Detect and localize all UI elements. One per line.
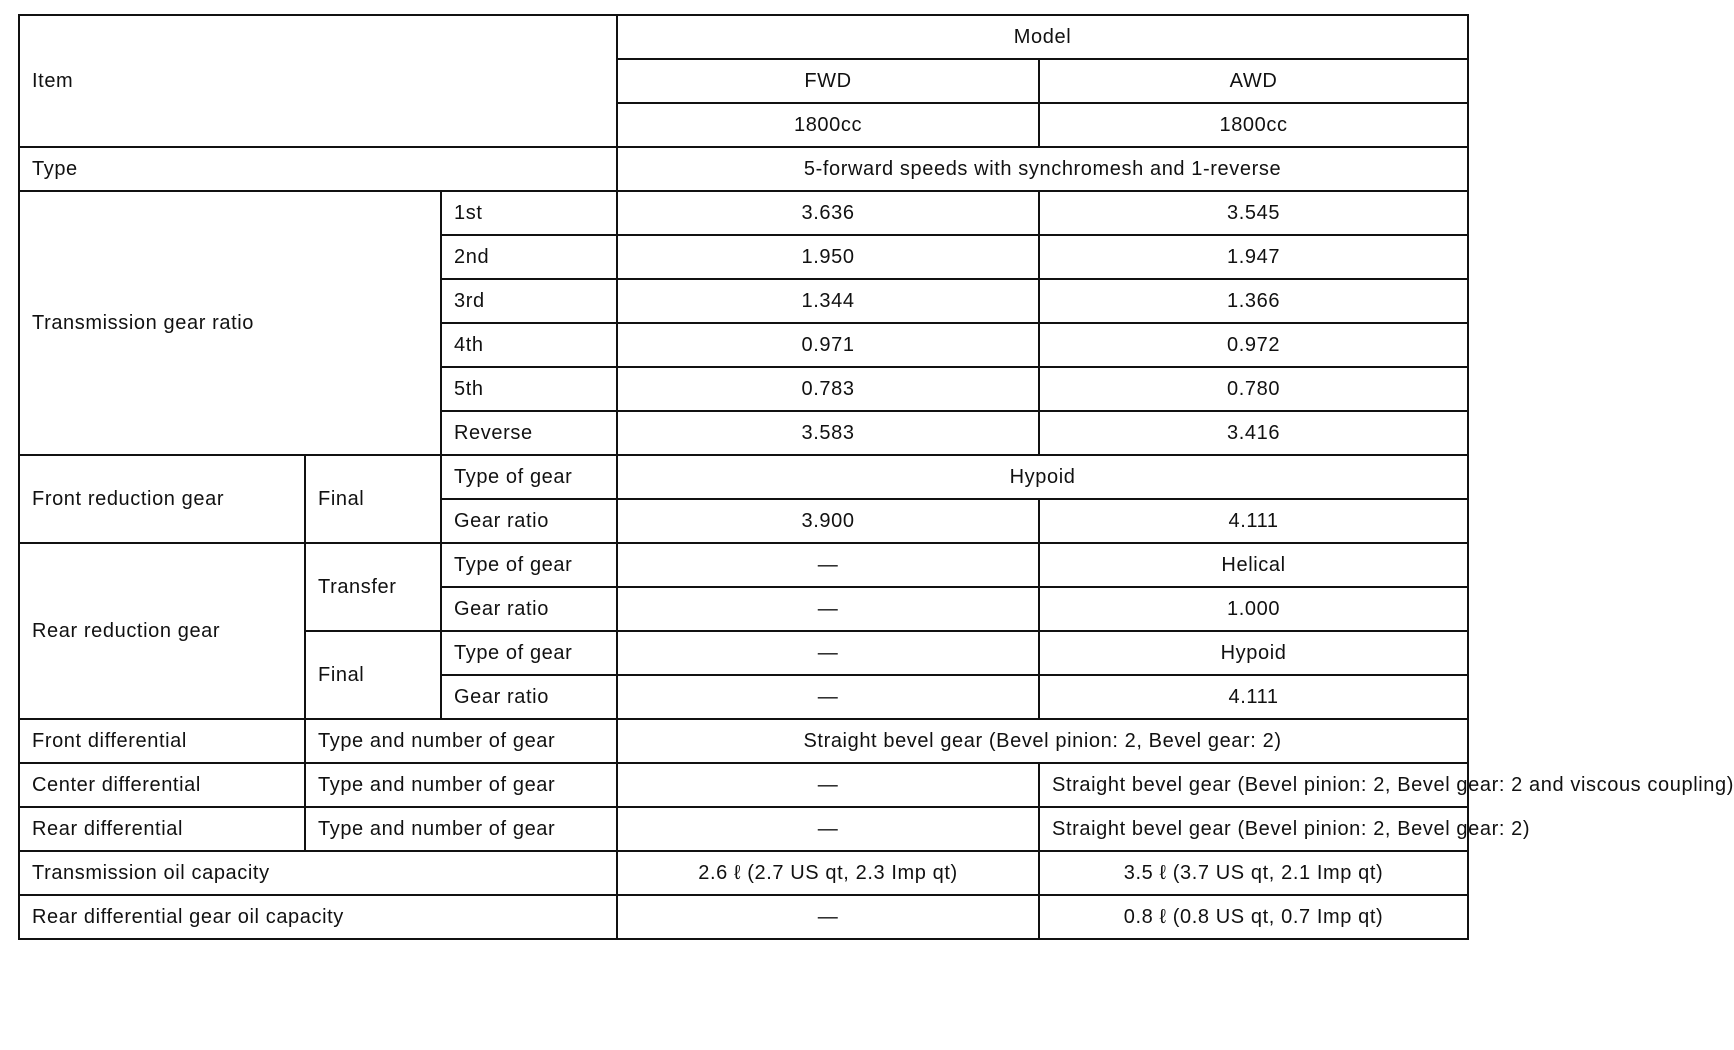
gear-name: 3rd: [441, 279, 617, 323]
rear-final-type-label: Type of gear: [441, 631, 617, 675]
gear-awd-value: 1.947: [1039, 235, 1468, 279]
front-reduction-type-label: Type of gear: [441, 455, 617, 499]
rear-differential-awd: Straight bevel gear (Bevel pinion: 2, Bevel gear: 2): [1039, 807, 1468, 851]
type-label: Type: [19, 147, 617, 191]
rear-final-type-awd: Hypoid: [1039, 631, 1468, 675]
rear-transfer-type-fwd: —: [617, 543, 1039, 587]
gear-ratio-label: Transmission gear ratio: [19, 191, 441, 455]
transmission-oil-fwd: 2.6 ℓ (2.7 US qt, 2.3 Imp qt): [617, 851, 1039, 895]
rear-final-ratio-awd: 4.111: [1039, 675, 1468, 719]
front-reduction-type-value: Hypoid: [617, 455, 1468, 499]
front-reduction-final: Final: [305, 455, 441, 543]
rear-transfer-ratio-label: Gear ratio: [441, 587, 617, 631]
gear-fwd-value: 3.636: [617, 191, 1039, 235]
front-reduction-ratio-awd: 4.111: [1039, 499, 1468, 543]
front-differential-label: Front differential: [19, 719, 305, 763]
rear-final-ratio-fwd: —: [617, 675, 1039, 719]
rear-transfer-type-row: [19, 543, 1468, 587]
rear-final-type-fwd: —: [617, 631, 1039, 675]
center-differential-label: Center differential: [19, 763, 305, 807]
rear-transfer-ratio-awd: 1.000: [1039, 587, 1468, 631]
header-fwd: FWD: [617, 59, 1039, 103]
header-row-model: [19, 15, 1468, 59]
rear-differential-fwd: —: [617, 807, 1039, 851]
rear-differential-row: [19, 807, 1468, 851]
gear-awd-value: 0.972: [1039, 323, 1468, 367]
gear-fwd-value: 0.971: [617, 323, 1039, 367]
center-differential-fwd: —: [617, 763, 1039, 807]
gear-name: 2nd: [441, 235, 617, 279]
rear-differential-label: Rear differential: [19, 807, 305, 851]
center-differential-awd: Straight bevel gear (Bevel pinion: 2, Bevel gear: 2 and viscous coupling): [1039, 763, 1468, 807]
gear-awd-value: 1.366: [1039, 279, 1468, 323]
gear-name: 5th: [441, 367, 617, 411]
transmission-oil-awd: 3.5 ℓ (3.7 US qt, 2.1 Imp qt): [1039, 851, 1468, 895]
transmission-oil-label: Transmission oil capacity: [19, 851, 617, 895]
gear-fwd-value: 1.344: [617, 279, 1039, 323]
rear-diff-oil-row: [19, 895, 1468, 939]
front-differential-row: [19, 719, 1468, 763]
rear-diff-oil-fwd: —: [617, 895, 1039, 939]
rear-transfer-ratio-fwd: —: [617, 587, 1039, 631]
gear-awd-value: 0.780: [1039, 367, 1468, 411]
rear-final-label: Final: [305, 631, 441, 719]
center-differential-row: [19, 763, 1468, 807]
front-reduction-type-row: [19, 455, 1468, 499]
gear-name: 4th: [441, 323, 617, 367]
type-value: 5-forward speeds with synchromesh and 1-reverse: [617, 147, 1468, 191]
gear-ratio-row: [19, 191, 1468, 235]
front-reduction-label: Front reduction gear: [19, 455, 305, 543]
rear-diff-oil-awd: 0.8 ℓ (0.8 US qt, 0.7 Imp qt): [1039, 895, 1468, 939]
rear-reduction-label: Rear reduction gear: [19, 543, 305, 719]
rear-diff-oil-label: Rear differential gear oil capacity: [19, 895, 617, 939]
rear-transfer-label: Transfer: [305, 543, 441, 631]
gear-fwd-value: 1.950: [617, 235, 1039, 279]
header-awd: AWD: [1039, 59, 1468, 103]
type-row: [19, 147, 1468, 191]
transmission-oil-row: [19, 851, 1468, 895]
header-model: Model: [617, 15, 1468, 59]
gear-fwd-value: 0.783: [617, 367, 1039, 411]
front-differential-value: Straight bevel gear (Bevel pinion: 2, Bevel gear: 2): [617, 719, 1468, 763]
front-reduction-ratio-fwd: 3.900: [617, 499, 1039, 543]
header-fwd-engine: 1800cc: [617, 103, 1039, 147]
rear-transfer-type-label: Type of gear: [441, 543, 617, 587]
gear-awd-value: 3.416: [1039, 411, 1468, 455]
gear-fwd-value: 3.583: [617, 411, 1039, 455]
header-awd-engine: 1800cc: [1039, 103, 1468, 147]
gear-name: Reverse: [441, 411, 617, 455]
rear-transfer-type-awd: Helical: [1039, 543, 1468, 587]
center-differential-sub: Type and number of gear: [305, 763, 617, 807]
front-differential-sub: Type and number of gear: [305, 719, 617, 763]
specification-table: [18, 14, 1734, 940]
front-reduction-ratio-label: Gear ratio: [441, 499, 617, 543]
header-item: Item: [19, 15, 617, 147]
gear-name: 1st: [441, 191, 617, 235]
gear-awd-value: 3.545: [1039, 191, 1468, 235]
rear-final-ratio-label: Gear ratio: [441, 675, 617, 719]
rear-differential-sub: Type and number of gear: [305, 807, 617, 851]
